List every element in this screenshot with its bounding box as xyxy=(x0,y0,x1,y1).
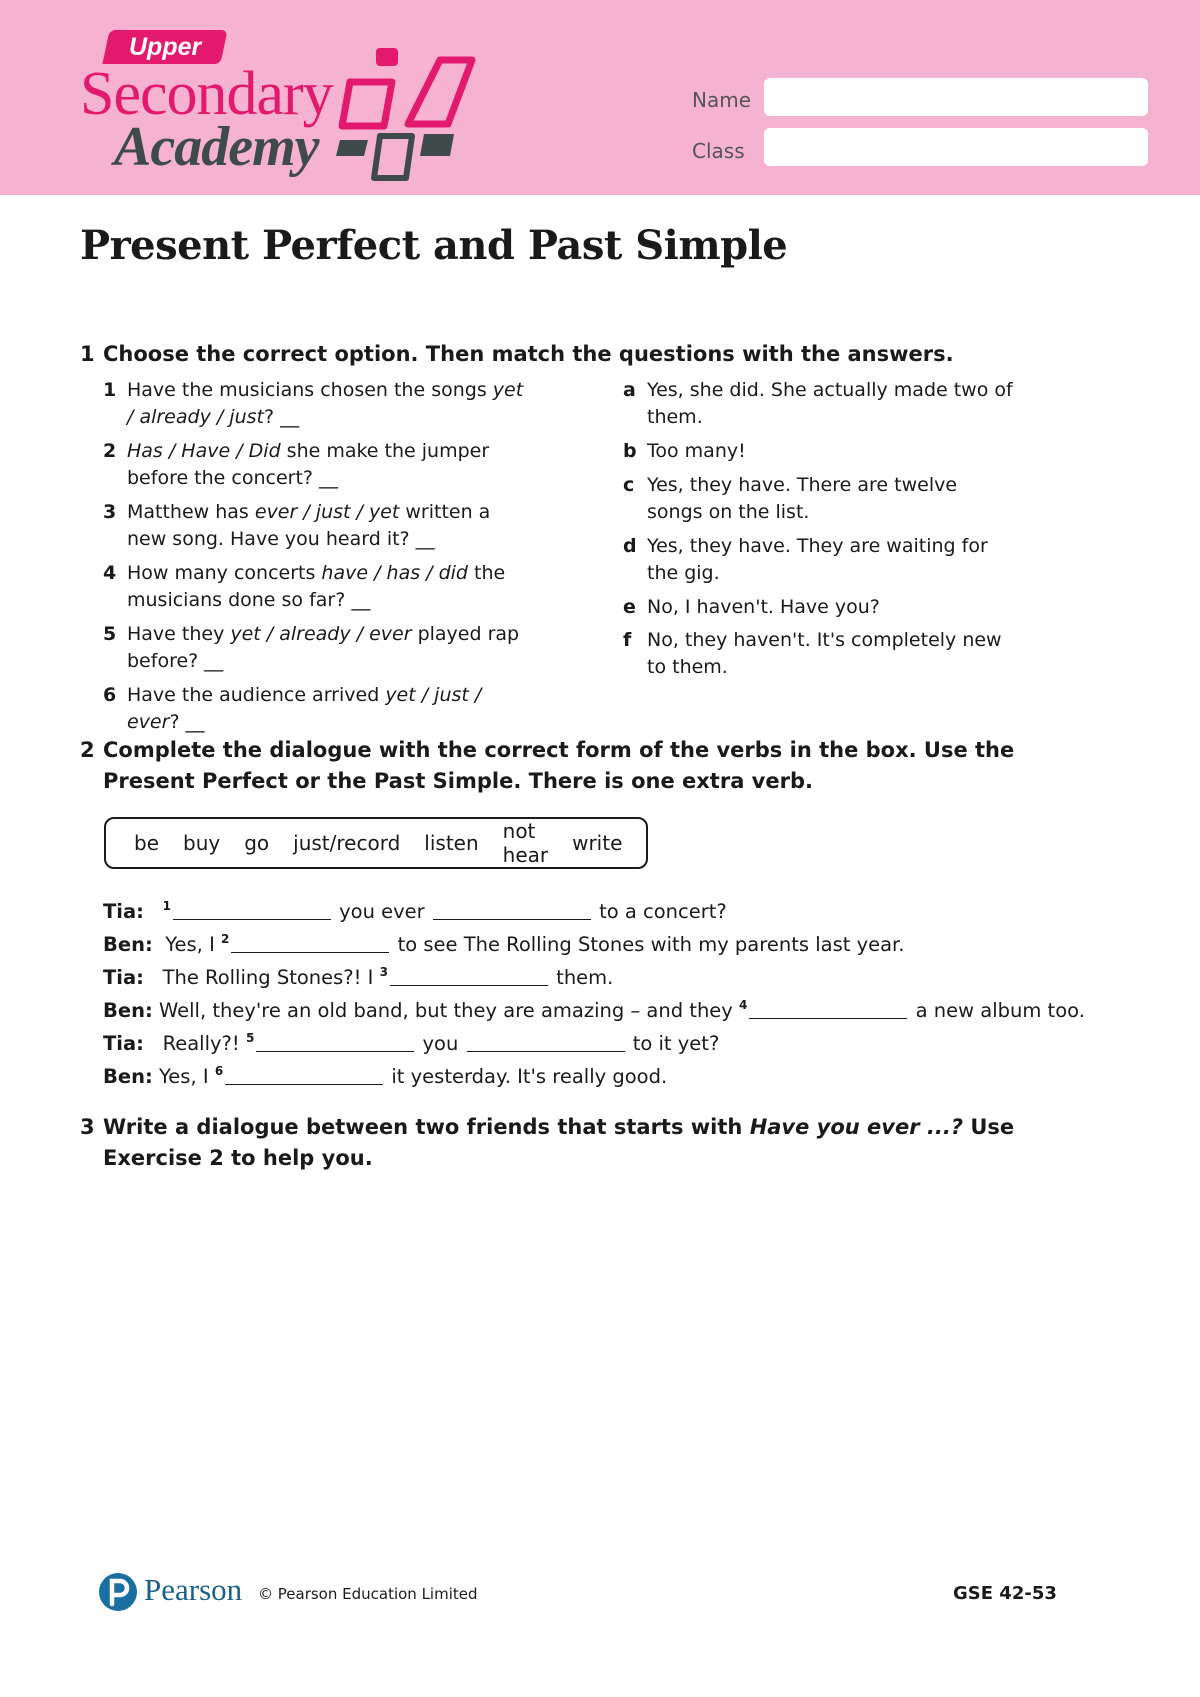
verb-item: write xyxy=(572,831,623,855)
verb-item: just/record xyxy=(293,831,401,855)
class-field[interactable] xyxy=(764,128,1148,166)
gse-level: GSE 42-53 xyxy=(953,1583,1057,1604)
verb-item: listen xyxy=(424,831,479,855)
answer-blank[interactable] xyxy=(390,967,548,986)
exercise-2-instruction: 2 Complete the dialogue with the correct form of the verbs in the box. Use the Present Perfect or the Past Simple. There is one extra verb. xyxy=(80,738,1015,793)
ex1-answer: b Too many! xyxy=(623,440,746,462)
exercise-3-instruction: 3 Write a dialogue between two friends that starts with Have you ever ...? Use Exercise 2 to help you. xyxy=(80,1115,1015,1170)
verb-box xyxy=(104,817,648,869)
class-label: Class xyxy=(692,139,745,163)
verb-item: be xyxy=(134,831,159,855)
answer-blank[interactable] xyxy=(749,1000,907,1019)
publisher-name: Pearson xyxy=(144,1572,243,1607)
answer-blank[interactable] xyxy=(231,934,389,953)
worksheet-header xyxy=(0,0,1200,195)
verb-item: buy xyxy=(183,831,221,855)
verb-item: go xyxy=(244,831,270,855)
dialogue-line: Tia: $^1$ you ever to a concert? xyxy=(103,899,727,923)
verb-item: not hear xyxy=(502,819,549,867)
answer-blank[interactable] xyxy=(467,1033,625,1052)
ex1-question: 5 Have they yet / already / ever played rap before? __ xyxy=(103,623,520,672)
ex1-question: 6 Have the audience arrived yet / just / ever? __ xyxy=(103,684,482,733)
exercise-1-instruction: 1 Choose the correct option. Then match the questions with the answers. xyxy=(80,342,954,366)
ex1-answer: c Yes, they have. There are twelve songs on the list. xyxy=(623,474,958,523)
answer-blank[interactable] xyxy=(225,1066,383,1085)
ex1-question: 1 Have the musicians chosen the songs yet / already / just? __ xyxy=(103,379,524,428)
ex1-answer: f No, they haven't. It's completely new to them. xyxy=(623,629,1002,678)
copyright-text: © Pearson Education Limited xyxy=(258,1585,478,1603)
logo-academy-text: Academy xyxy=(114,116,319,178)
ex1-question: 3 Matthew has ever / just / yet written a new song. Have you heard it? __ xyxy=(103,501,491,550)
ex1-question: 4 How many concerts have / has / did the musicians done so far? __ xyxy=(103,562,506,611)
academy-logo-icon xyxy=(330,44,480,184)
page-title: Present Perfect and Past Simple xyxy=(80,222,788,269)
dialogue-line: Tia: The Rolling Stones?! I $^3$ them. xyxy=(103,965,614,989)
ex1-answer: d Yes, they have. They are waiting for the gig. xyxy=(623,535,988,584)
dialogue-line: Ben: Well, they're an old band, but they are amazing – and they $^4$ a new album too. xyxy=(103,998,1085,1022)
name-label: Name xyxy=(692,88,752,112)
answer-blank[interactable] xyxy=(256,1033,414,1052)
ex1-question: 2 Has / Have / Did she make the jumper before the concert? __ xyxy=(103,440,490,489)
logo-upper-badge: Upper xyxy=(102,30,227,64)
pearson-logo-icon xyxy=(98,1570,138,1614)
dialogue-line: Ben: Yes, I $^6$ it yesterday. It's really good. xyxy=(103,1064,668,1088)
name-field[interactable] xyxy=(764,78,1148,116)
dialogue-line: Tia: Really?! $^5$ you to it yet? xyxy=(103,1031,720,1055)
logo-secondary-text: Secondary xyxy=(80,60,333,128)
ex1-answer: a Yes, she did. She actually made two of them. xyxy=(623,379,1013,428)
answer-blank[interactable] xyxy=(173,901,331,920)
answer-blank[interactable] xyxy=(433,901,591,920)
dialogue-line: Ben: Yes, I $^2$ to see The Rolling Stones with my parents last year. xyxy=(103,932,905,956)
ex1-answer: e No, I haven't. Have you? xyxy=(623,596,880,618)
